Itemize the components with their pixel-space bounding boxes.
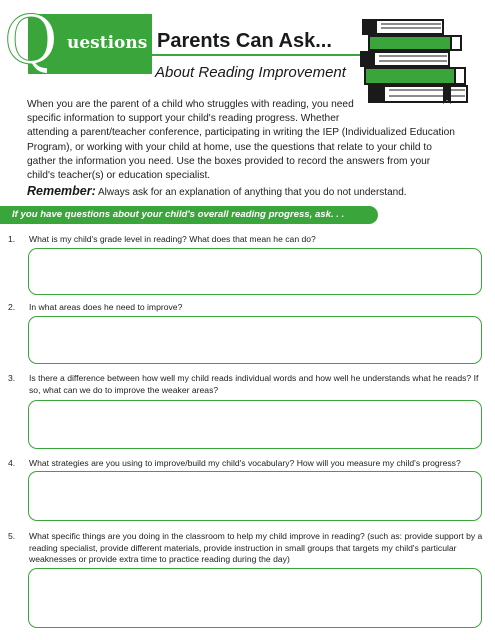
- section-banner: [0, 206, 378, 224]
- question-1: [8, 234, 488, 246]
- remember-label: Remember:: [27, 184, 96, 198]
- answer-box-2[interactable]: [28, 316, 482, 364]
- question-number: 4.: [8, 458, 16, 468]
- question-4: [8, 458, 488, 470]
- questions-word: uestions: [67, 33, 148, 53]
- intro-line: child's teacher(s) or education specialist.: [27, 170, 211, 182]
- intro-line: When you are the parent of a child who struggles with reading, you need: [27, 99, 354, 110]
- answer-box-1[interactable]: [28, 248, 482, 295]
- answer-box-3[interactable]: [28, 400, 482, 449]
- title-divider: [152, 54, 367, 56]
- intro-line: specific information to support your child's reading progress. Whether: [27, 113, 340, 125]
- question-number: 3.: [8, 373, 16, 383]
- section-banner-text: If you have questions about your child's overall reading progress, ask. . .: [12, 209, 345, 220]
- question-text: What is my child's grade level in reading? What does that mean he can do?: [29, 234, 316, 244]
- q-letter: Q: [4, 2, 59, 79]
- question-text: In what areas does he need to improve?: [29, 302, 183, 312]
- question-number: 1.: [8, 234, 16, 244]
- answer-box-4[interactable]: [28, 471, 482, 521]
- answer-box-5[interactable]: [28, 568, 482, 628]
- remember-note: [27, 184, 407, 198]
- question-5: [8, 531, 488, 566]
- intro-line: gather the information you need. Use the boxes provided to record the answers from your: [27, 155, 431, 167]
- remember-text: Always ask for an explanation of anything that you do not understand.: [98, 187, 407, 198]
- question-text: What strategies are you using to improve/build my child's vocabulary? How will you measure my child's progress?: [29, 458, 461, 468]
- intro-line: attending a parent/teacher conference, participating in writing the IEP (Individualized Education: [27, 127, 455, 139]
- question-2: [8, 302, 488, 314]
- page-title: Parents Can Ask...: [157, 30, 332, 52]
- question-number: 5.: [8, 531, 16, 541]
- intro-paragraph: [27, 98, 467, 183]
- question-text: Is there a difference between how well my child reads individual words and how well he understands what he reads? If so, what can we do to improve the weaker areas?: [29, 373, 479, 395]
- question-text: What specific things are you doing in the classroom to help my child improve in reading? (such as: provide support by a reading specialist, provide different materials, provide instruction in small groups that targets my child's particular weaknesses or provide extra time to practice reading during the day): [29, 531, 483, 564]
- intro-line: Program), or working with your child at home, use the questions that relate to your child to: [27, 141, 432, 153]
- header: [0, 0, 495, 100]
- page-subtitle: About Reading Improvement: [155, 64, 346, 81]
- question-3: [8, 373, 488, 396]
- question-number: 2.: [8, 302, 16, 312]
